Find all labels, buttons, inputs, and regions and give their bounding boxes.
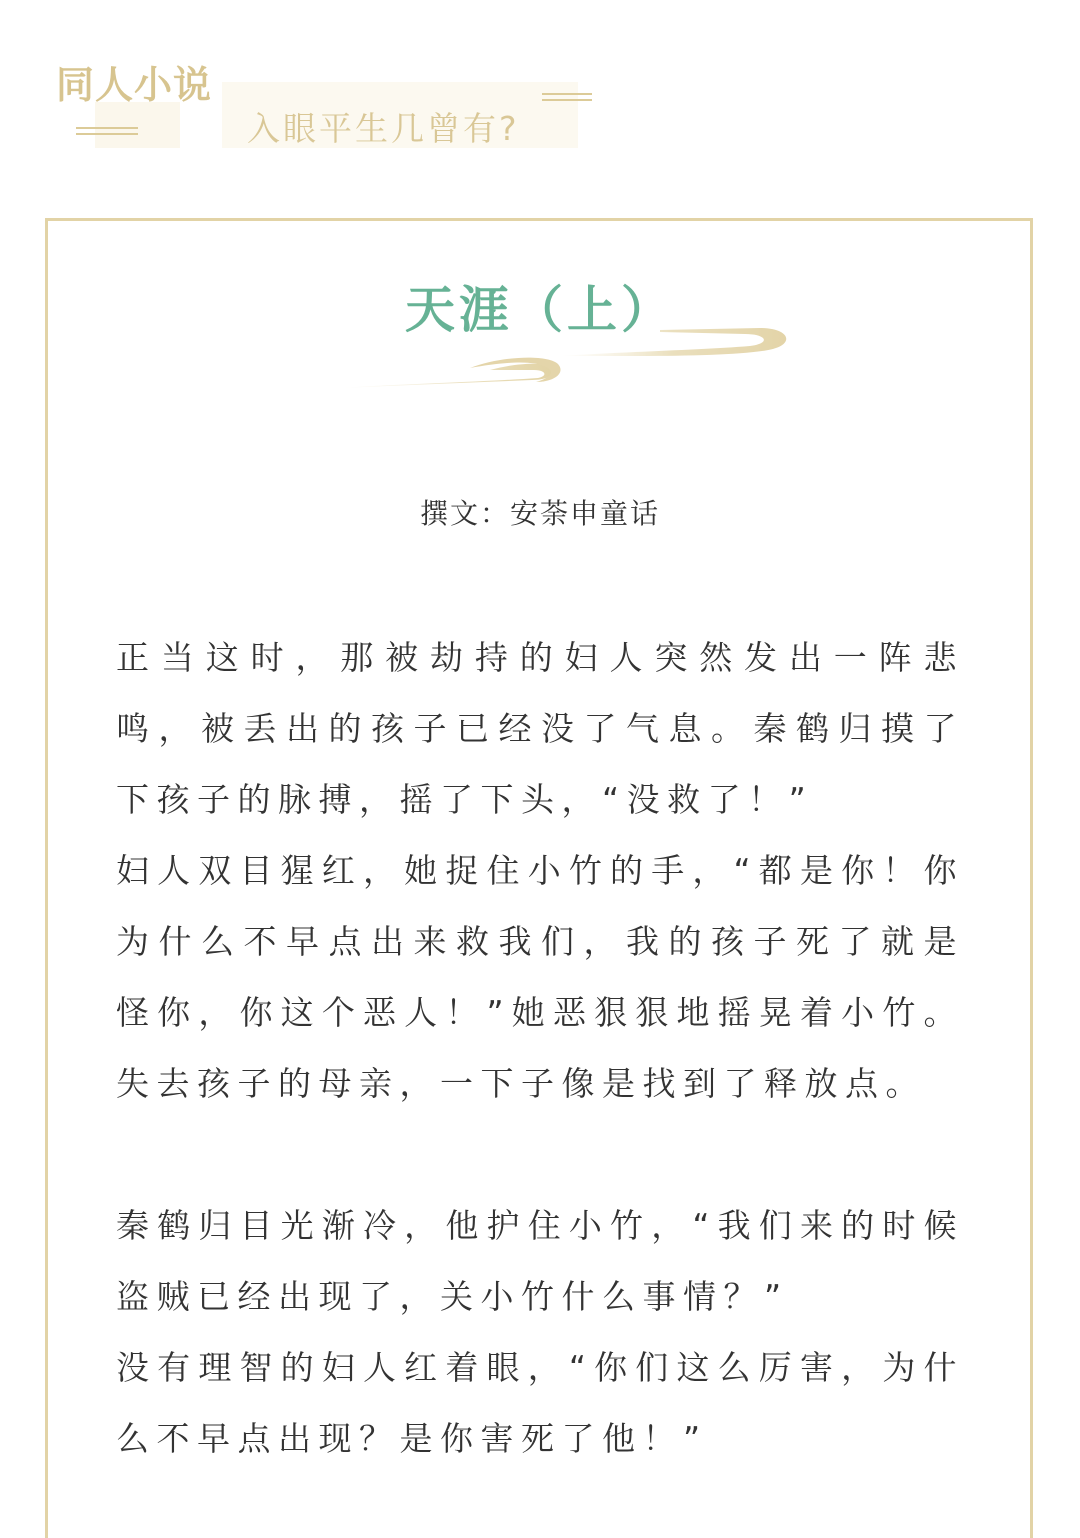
paragraph: 妇人双目猩红，她捉住小竹的手，“都是你！你为什么不早点出来救我们，我的孩子死了就是怪你，你这个恶人！”她恶狠狠地摇晃着小竹。失去孩子的母亲，一下子像是找到了释放点。 [116, 851, 964, 1103]
header-bg-block [95, 102, 180, 148]
author-byline: 撰文：安荼申童话 [419, 497, 660, 530]
article-section [116, 1190, 964, 1474]
paragraph: 秦鹤归目光渐冷，他护住小竹，“我们来的时候盗贼已经出现了，关小竹什么事情？” [116, 1206, 964, 1316]
double-line-decoration [76, 127, 138, 135]
category-label: 同人小说 [56, 63, 213, 107]
paragraph: 没有理智的妇人红着眼，“你们这么厉害，为什么不早点出现？是你害死了他！” [116, 1348, 964, 1458]
article-title: 天涯（上） [405, 281, 675, 339]
header-banner [0, 0, 1080, 200]
paragraph: 正当这时，那被劫持的妇人突然发出一阵悲鸣，被丢出的孩子已经没了气息。秦鹤归摸了下孩子的脉搏，摇了下头，“没救了！” [116, 638, 964, 819]
tagline: 入眼平生几曾有? [247, 109, 520, 148]
double-line-decoration [542, 93, 592, 101]
article-section [116, 622, 964, 1119]
